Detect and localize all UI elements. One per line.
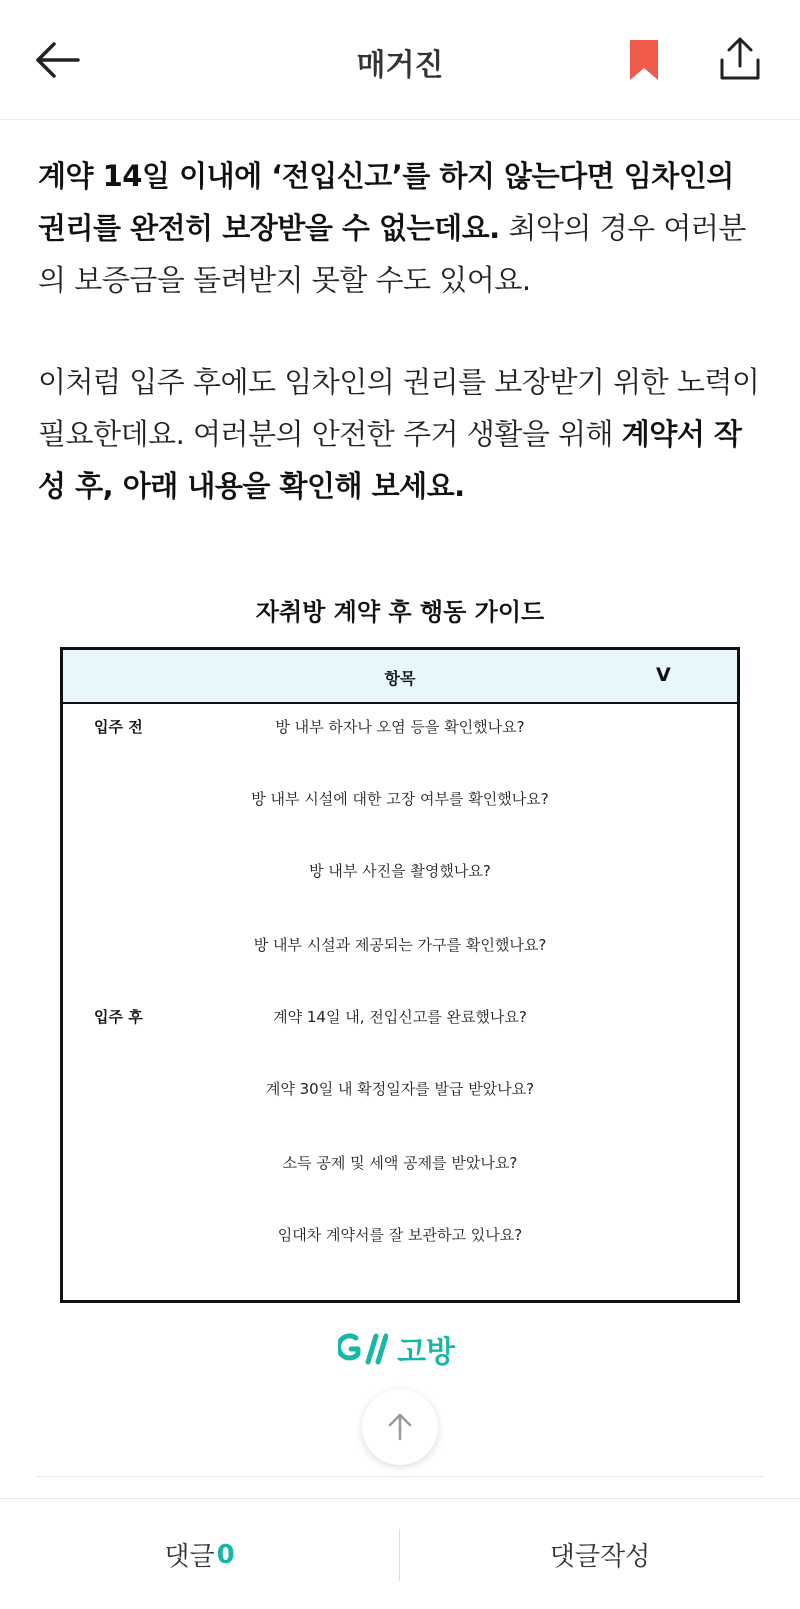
section-label-before: 입주 전 — [94, 718, 143, 736]
checklist-row: 방 내부 시설과 제공되는 가구를 확인했나요? — [253, 936, 547, 954]
brand-name: 고방 — [397, 1335, 456, 1370]
checklist-row: 방 내부 하자나 오염 등을 확인했나요? — [275, 718, 525, 736]
brand-logo — [338, 1327, 455, 1375]
article-paragraph-2 — [38, 356, 768, 512]
checklist-row: 방 내부 사진을 촬영했나요? — [309, 862, 491, 880]
table-header — [63, 650, 737, 704]
bookmark-button[interactable] — [624, 36, 664, 84]
scroll-to-top-button[interactable] — [362, 1389, 438, 1465]
paragraph-1-bold: 계약 14일 이내에 ‘전입신고’를 하지 않는다면 임차인의 권리를 완전히 보장받을 수 없는데요. — [38, 159, 734, 245]
share-icon — [716, 34, 764, 84]
checklist-row: 소득 공제 및 세액 공제를 받았나요? — [282, 1154, 518, 1172]
column-header-check: V — [656, 664, 671, 686]
checklist-row: 계약 14일 내, 전입신고를 완료했나요? — [273, 1008, 527, 1026]
write-comment-button[interactable]: 댓글작성 — [549, 1542, 651, 1572]
section-label-after: 입주 후 — [94, 1008, 143, 1026]
checklist-row: 계약 30일 내 확정일자를 발급 받았나요? — [265, 1080, 535, 1098]
bookmark-icon — [624, 36, 664, 84]
app-header — [0, 0, 800, 120]
paragraph-2-bold: 계약서 작성 후, 아래 내용을 확인해 보세요. — [38, 417, 742, 503]
checklist-table — [60, 647, 740, 1303]
paragraph-2-text: 이처럼 입주 후에도 임차인의 권리를 보장받기 위한 노력이 필요한데요. 여러분의 안전한 주거 생활을 위해 — [38, 365, 760, 451]
paragraph-1-text: 최악의 경우 여러분의 보증금을 돌려받지 못할 수도 있어요. — [38, 211, 746, 297]
bottom-action-bar — [0, 1498, 800, 1609]
gomaster-logo-icon — [338, 1332, 388, 1366]
share-button[interactable] — [716, 34, 764, 84]
article-paragraph-1 — [38, 150, 768, 306]
guide-title: 자취방 계약 후 행동 가이드 — [255, 598, 545, 626]
checklist-row: 방 내부 시설에 대한 고장 여부를 확인했나요? — [251, 790, 549, 808]
comments-count: 0 — [216, 1539, 235, 1570]
comments-label: 댓글 — [164, 1542, 215, 1572]
comments-button[interactable] — [0, 1499, 399, 1609]
page-title: 매거진 — [356, 48, 444, 83]
checklist-row: 임대차 계약서를 잘 보관하고 있나요? — [277, 1226, 523, 1244]
arrow-up-icon — [384, 1411, 416, 1443]
content-divider — [36, 1476, 764, 1477]
column-header-item: 항목 — [384, 669, 416, 688]
